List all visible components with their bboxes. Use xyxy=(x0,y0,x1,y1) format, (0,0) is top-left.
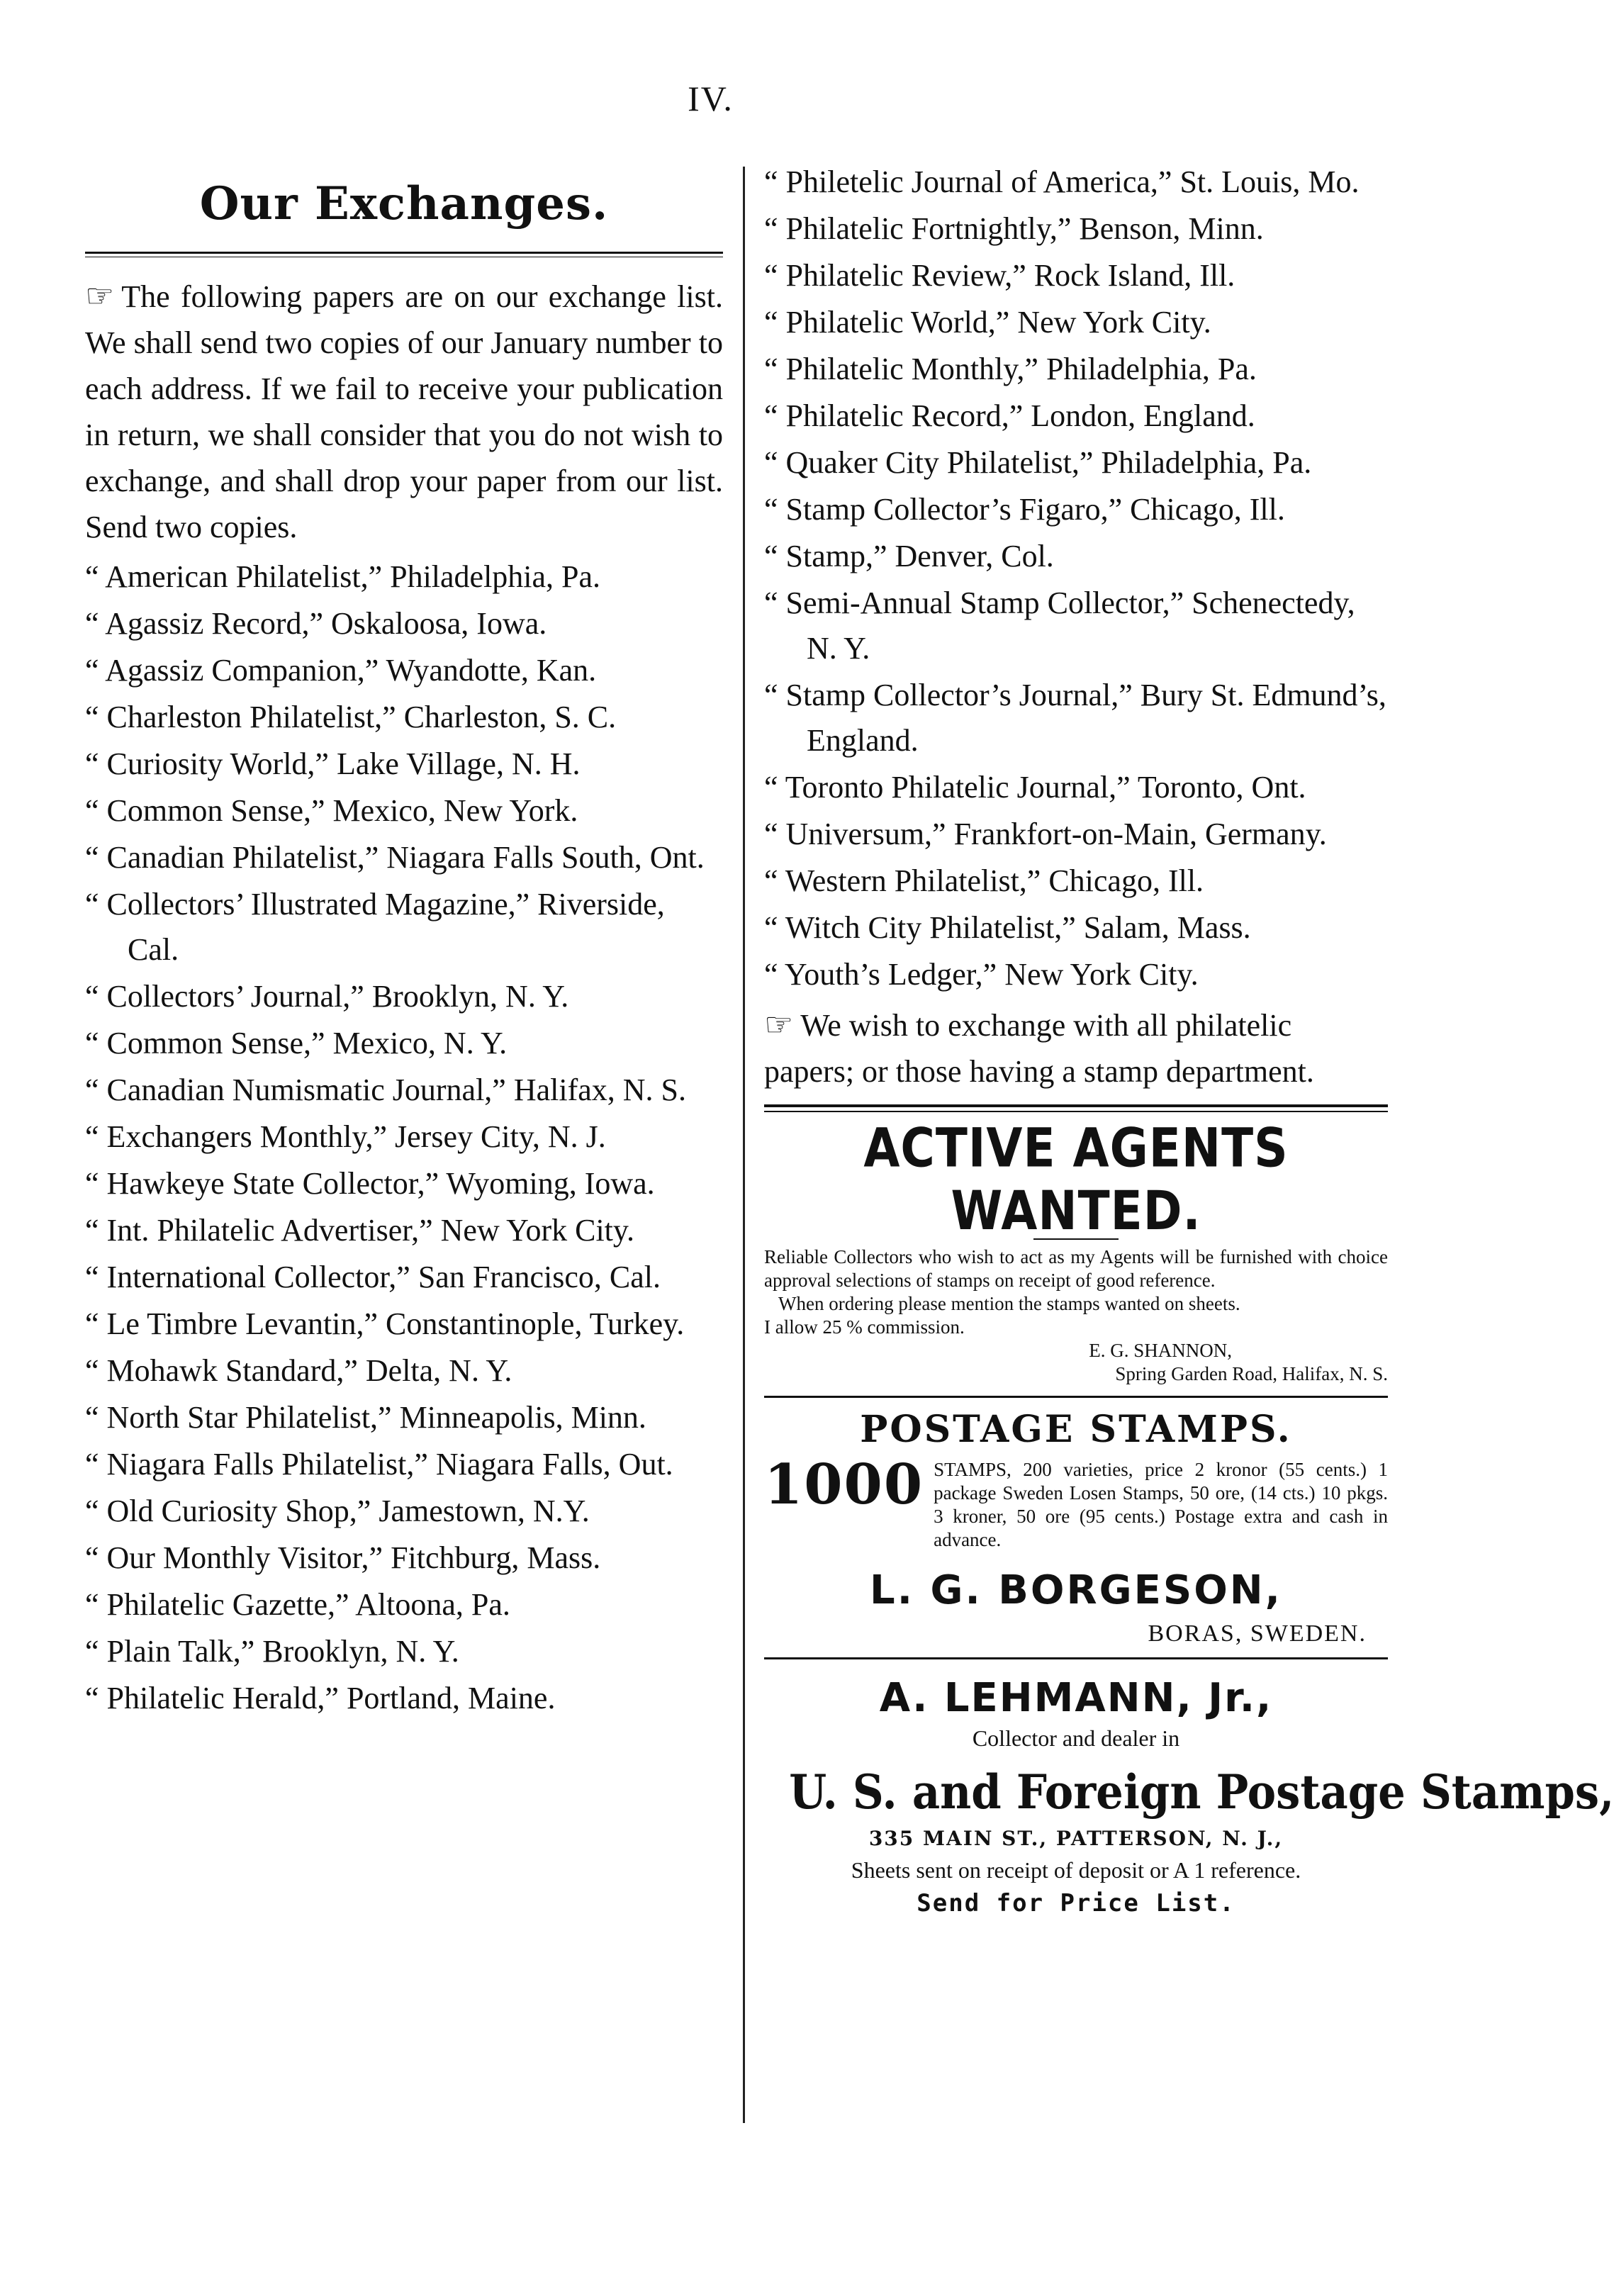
exchange-list-item: “ Philatelic Review,” Rock Island, Ill. xyxy=(764,258,1235,293)
postage-ad-number: 1000 xyxy=(764,1452,924,1517)
exchange-list-item: “ Collectors’ Illustrated Magazine,” Riverside, Cal. xyxy=(85,887,665,967)
exchange-list-left xyxy=(85,554,723,1721)
closing-text: We wish to exchange with all philatelic papers; or those having a stamp department. xyxy=(764,1008,1314,1089)
exchange-list-item: “ Mohawk Standard,” Delta, N. Y. xyxy=(85,1353,512,1388)
exchange-list-item: “ Common Sense,” Mexico, N. Y. xyxy=(85,1026,508,1060)
column-divider xyxy=(743,167,745,2123)
exchange-list-item: “ North Star Philatelist,” Minneapolis, Minn. xyxy=(85,1400,646,1435)
exchange-list-item: “ Philetelic Journal of America,” St. Louis, Mo. xyxy=(764,164,1360,199)
exchange-list-item: “ Old Curiosity Shop,” Jamestown, N.Y. xyxy=(85,1494,590,1528)
exchange-list-item: “ Philatelic Fortnightly,” Benson, Minn. xyxy=(764,211,1264,246)
agents-ad-body2: When ordering please mention the stamps wanted on sheets. xyxy=(778,1293,1240,1314)
exchange-list-item: “ Stamp Collector’s Journal,” Bury St. Edmund’s, England. xyxy=(764,678,1386,758)
exchange-list-item: “ Youth’s Ledger,” New York City. xyxy=(764,957,1199,992)
exchange-list-item: “ Witch City Philatelist,” Salam, Mass. xyxy=(764,910,1251,945)
ad-separator xyxy=(764,1104,1388,1112)
lehmann-ad-name: A. LEHMANN, Jr., xyxy=(879,1675,1273,1721)
lehmann-ad xyxy=(764,1675,1614,1917)
lehmann-ad-subtitle: Collector and dealer in xyxy=(972,1725,1180,1751)
postage-ad-location: BORAS, SWEDEN. xyxy=(1148,1620,1367,1647)
exchange-list-item: “ Charleston Philatelist,” Charleston, S. C. xyxy=(85,700,617,734)
exchange-list-item: “ Philatelic Record,” London, England. xyxy=(764,398,1255,433)
ad-separator xyxy=(764,1657,1388,1659)
lehmann-ad-address: 335 MAIN ST., PATTERSON, N. J., xyxy=(868,1827,1284,1850)
agents-ad-title: ACTIVE AGENTS WANTED. xyxy=(863,1116,1289,1243)
exchange-list-item: “ Semi-Annual Stamp Collector,” Schenectedy, N. Y. xyxy=(764,586,1355,666)
heading-rule xyxy=(85,252,723,257)
exchange-list-item: “ Common Sense,” Mexico, New York. xyxy=(85,793,578,828)
agents-ad-body3: I allow 25 % commission. xyxy=(764,1316,965,1338)
exchange-list-item: “ Int. Philatelic Advertiser,” New York City. xyxy=(85,1213,635,1248)
exchange-list-item: “ American Philatelist,” Philadelphia, Pa. xyxy=(85,559,601,594)
exchange-list-item: “ Collectors’ Journal,” Brooklyn, N. Y. xyxy=(85,979,569,1014)
exchange-list-item: “ Toronto Philatelic Journal,” Toronto, Ont. xyxy=(764,770,1306,805)
agents-ad-address: Spring Garden Road, Halifax, N. S. xyxy=(1115,1363,1388,1384)
postage-ad-title: POSTAGE STAMPS. xyxy=(860,1408,1292,1451)
exchanges-heading: Our Exchanges. xyxy=(199,177,609,230)
exchange-list-item: “ Curiosity World,” Lake Village, N. H. xyxy=(85,746,581,781)
postage-ad-offer xyxy=(764,1452,1388,1552)
postage-ad-name: L. G. BORGESON, xyxy=(870,1567,1282,1613)
right-column xyxy=(764,159,1614,1923)
exchange-list-item: “ Plain Talk,” Brooklyn, N. Y. xyxy=(85,1634,459,1669)
exchange-list-item: “ Agassiz Record,” Oskaloosa, Iowa. xyxy=(85,606,547,641)
exchange-list-item: “ Le Timbre Levantin,” Constantinople, Turkey. xyxy=(85,1306,685,1341)
pointing-hand-icon: ☞ xyxy=(764,1005,794,1043)
exchange-list-item: “ Stamp Collector’s Figaro,” Chicago, Ill. xyxy=(764,492,1285,527)
exchange-list-item: “ Philatelic Monthly,” Philadelphia, Pa. xyxy=(764,352,1257,386)
exchange-closing xyxy=(764,1002,1388,1094)
exchange-list-item: “ Niagara Falls Philatelist,” Niagara Falls, Out. xyxy=(85,1447,673,1482)
exchange-list-item: “ Western Philatelist,” Chicago, Ill. xyxy=(764,863,1204,898)
postage-ad-text: STAMPS, 200 varieties, price 2 kronor (55 cents.) 1 package Sweden Losen Stamps, 50 ore, (14 cts.) 10 pkgs. 3 kroner, 50 ore (95 cents.) Postage extra and cash in advance. xyxy=(934,1459,1388,1550)
agents-ad-body1: Reliable Collectors who wish to act as my Agents will be furnished with choice approval selections of stamps on receipt of good reference. xyxy=(764,1246,1388,1291)
agents-ad xyxy=(764,1116,1388,1386)
exchange-list-item: “ Exchangers Monthly,” Jersey City, N. J. xyxy=(85,1119,606,1154)
exchange-list-item: “ Canadian Numismatic Journal,” Halifax, N. S. xyxy=(85,1073,687,1107)
exchange-list-item: “ Universum,” Frankfort-on-Main, Germany. xyxy=(764,817,1327,851)
exchange-list-item: “ Philatelic Gazette,” Altoona, Pa. xyxy=(85,1587,510,1622)
exchanges-intro xyxy=(85,273,723,550)
agents-ad-name: E. G. SHANNON, xyxy=(1089,1340,1232,1361)
exchange-list-item: “ Our Monthly Visitor,” Fitchburg, Mass. xyxy=(85,1540,601,1575)
intro-text: The following papers are on our exchange list. We shall send two copies of our January number to each address. If we fail to receive your publication in return, we shall consider that you do not wish to exchange, and shall drop your paper from our list. Send two copies. xyxy=(85,279,723,544)
exchange-list-item: “ Agassiz Companion,” Wyandotte, Kan. xyxy=(85,653,597,688)
pointing-hand-icon: ☞ xyxy=(85,276,115,315)
page-number: IV. xyxy=(688,79,734,118)
exchange-list-item: “ Stamp,” Denver, Col. xyxy=(764,539,1054,573)
lehmann-ad-price-list: Send for Price List. xyxy=(917,1889,1235,1917)
exchange-list-item: “ Philatelic Herald,” Portland, Maine. xyxy=(85,1681,556,1715)
lehmann-ad-headline: U. S. and Foreign Postage Stamps, xyxy=(789,1764,1614,1820)
exchange-list-item: “ Canadian Philatelist,” Niagara Falls South, Ont. xyxy=(85,840,705,875)
lehmann-ad-note: Sheets sent on receipt of deposit or A 1 reference. xyxy=(851,1857,1301,1883)
left-column xyxy=(85,159,723,1723)
exchange-list-item: “ International Collector,” San Francisco, Cal. xyxy=(85,1260,661,1294)
exchange-list-item: “ Philatelic World,” New York City. xyxy=(764,305,1211,340)
exchange-list-right xyxy=(764,159,1388,997)
exchange-list-item: “ Hawkeye State Collector,” Wyoming, Iowa. xyxy=(85,1166,655,1201)
ad-separator xyxy=(764,1396,1388,1398)
postage-ad xyxy=(764,1408,1388,1647)
exchange-list-item: “ Quaker City Philatelist,” Philadelphia, Pa. xyxy=(764,445,1312,480)
